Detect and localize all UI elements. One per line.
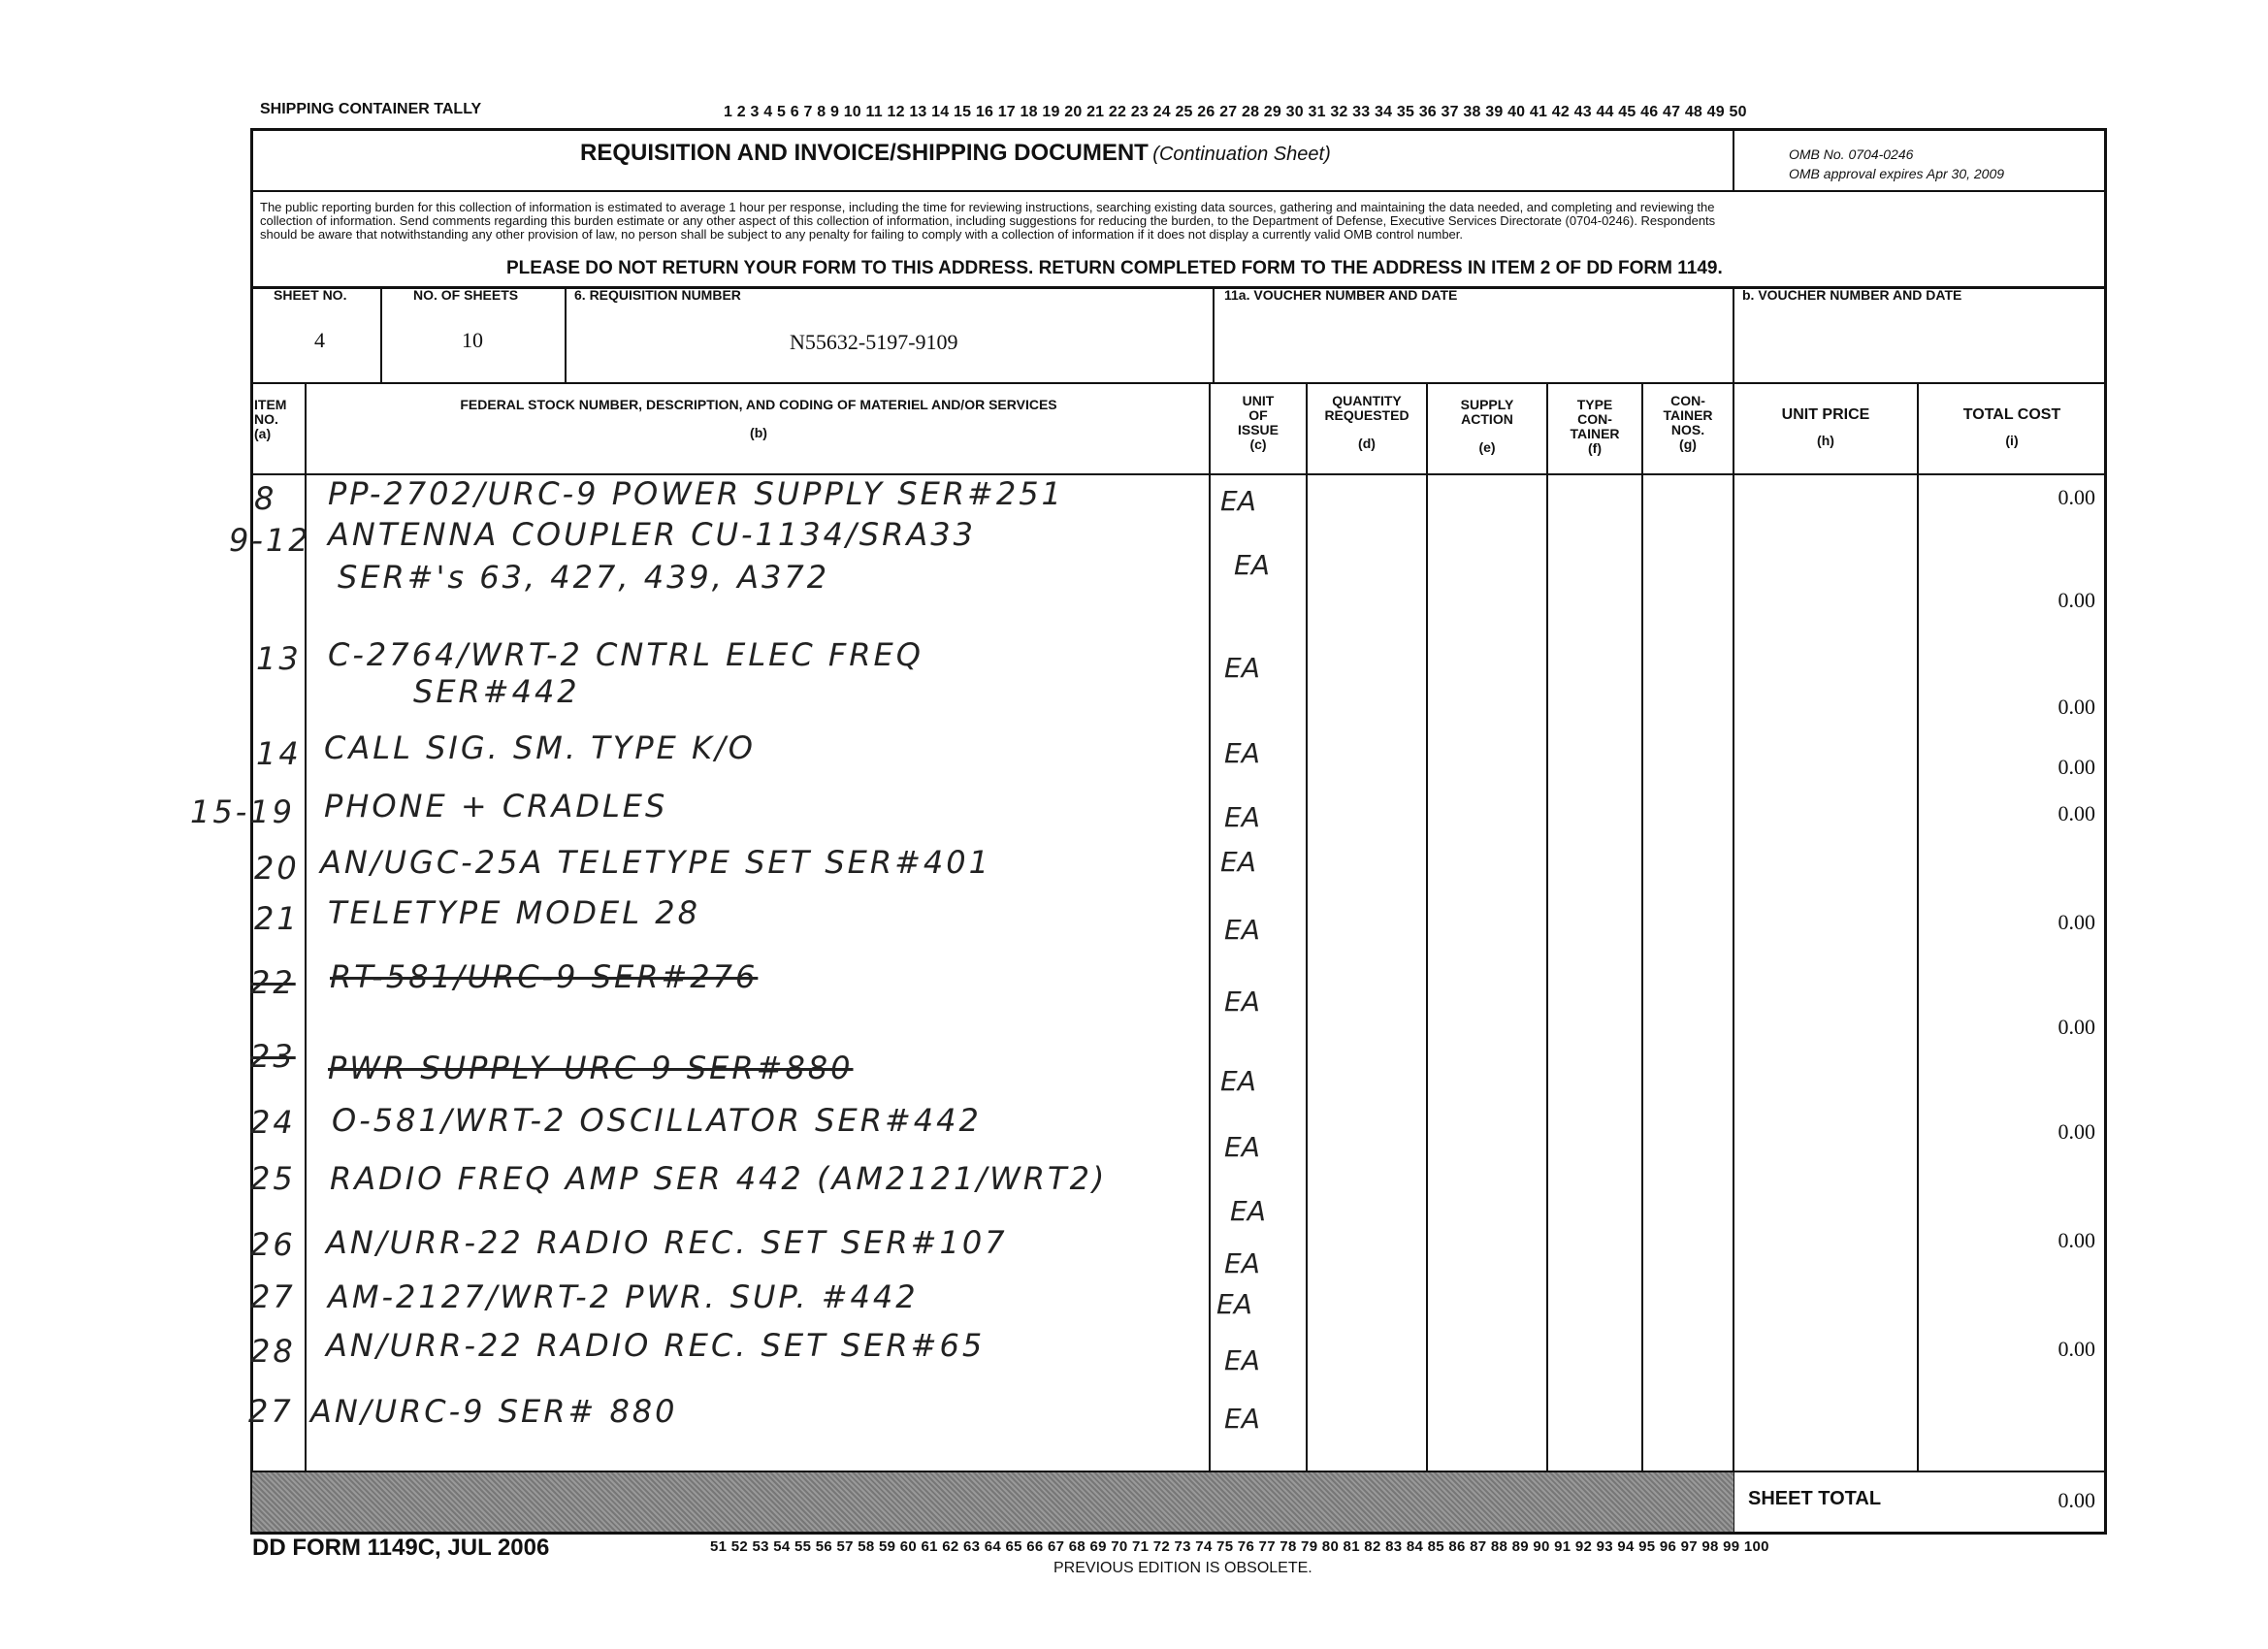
item-unit: EA: [1220, 1065, 1256, 1097]
item-description: O-581/WRT-2 OSCILLATOR SER#442: [332, 1102, 982, 1139]
item-total: 0.00: [2057, 1119, 2095, 1144]
item-no: 24: [250, 1104, 296, 1141]
requisition-number: N55632-5197-9109: [790, 330, 958, 354]
item-no: 20: [254, 850, 300, 887]
item-description: AN/URR-22 RADIO REC. SET SER#65: [326, 1327, 986, 1364]
item-unit: EA: [1216, 1288, 1252, 1320]
item-no: 27: [250, 1278, 296, 1315]
item-unit: EA: [1220, 846, 1256, 878]
tally-numbers-bottom: 51 52 53 54 55 56 57 58 59 60 61 62 63 64 65 66 67 68 69 70 71 72 73 74 75 76 77 78 79 80 81 82 83 84 85 86 87 88 89 90 91 92 93 94 95 96 97 98 99 100: [710, 1538, 1769, 1555]
item-unit: EA: [1224, 986, 1260, 1018]
item-description: TELETYPE MODEL 28: [328, 894, 700, 931]
item-no: 22: [250, 964, 296, 1001]
item-no: 28: [250, 1333, 296, 1370]
item-no: 9-12: [229, 522, 311, 559]
item-description: PHONE + CRADLES: [324, 788, 668, 824]
item-total: 0.00: [2057, 1228, 2095, 1252]
item-description: AM-2127/WRT-2 PWR. SUP. #442: [328, 1278, 919, 1315]
item-description: AN/UGC-25A TELETYPE SET SER#401: [320, 844, 991, 881]
item-total: 0.00: [2057, 588, 2095, 612]
col-supply-action: SUPPLY ACTION (e): [1460, 397, 1514, 455]
sheet-no-label: SHEET NO.: [274, 287, 347, 303]
item-unit: EA: [1224, 1247, 1260, 1279]
item-unit: EA: [1220, 485, 1256, 517]
col-type-container: TYPE CON- TAINER (f): [1570, 397, 1620, 456]
item-no: 8: [254, 480, 277, 517]
sheet-total-value: 0.00: [2057, 1488, 2095, 1512]
col-total-cost: TOTAL COST (i): [1962, 406, 2061, 448]
item-description: RT-581/URC-9 SER#276: [330, 958, 759, 995]
item-description: PWR SUPPLY URC 9 SER#880: [328, 1050, 854, 1086]
form-id: DD FORM 1149C, JUL 2006: [252, 1535, 550, 1561]
item-no: 15-19: [190, 793, 295, 830]
col-quantity: QUANTITY REQUESTED (d): [1324, 393, 1409, 451]
omb-expiry: OMB approval expires Apr 30, 2009: [1789, 166, 2005, 181]
item-no: 23: [250, 1038, 296, 1075]
col-unit-price: UNIT PRICE (h): [1781, 406, 1870, 448]
item-total: 0.00: [2057, 801, 2095, 825]
item-no: 13: [256, 640, 302, 677]
item-no: 21: [254, 900, 300, 937]
num-sheets-value: 10: [462, 328, 483, 352]
item-description: CALL SIG. SM. TYPE K/O: [324, 729, 756, 766]
tally-label: SHIPPING CONTAINER TALLY: [260, 101, 482, 117]
form-title: [580, 140, 1331, 167]
omb-number: OMB No. 0704-0246: [1789, 146, 1914, 162]
item-unit: EA: [1224, 801, 1260, 833]
title-subtitle: (Continuation Sheet): [1152, 144, 1331, 165]
obsolete-note: PREVIOUS EDITION IS OBSOLETE.: [1053, 1560, 1312, 1576]
item-unit: EA: [1224, 1403, 1260, 1435]
item-no: 25: [250, 1160, 296, 1197]
tally-numbers-top: 1 2 3 4 5 6 7 8 9 10 11 12 13 14 15 16 17 18 19 20 21 22 23 24 25 26 27 28 29 30 31 32 33 34 35 36 37 38 39 40 41 42 43 44 45 46 47 48 49 50: [724, 104, 1747, 120]
item-description: AN/URC-9 SER# 880: [310, 1393, 678, 1430]
voucher-a-label: 11a. VOUCHER NUMBER AND DATE: [1224, 287, 1458, 303]
item-no: 26: [250, 1226, 296, 1263]
item-description: C-2764/WRT-2 CNTRL ELEC FREQ: [328, 636, 923, 673]
item-no: 14: [256, 735, 302, 772]
burden-line-3: should be aware that notwithstanding any other provision of law, no person shall be subject to any penalty for failing to comply with a collection of information if it does not display a currently valid OMB control number.: [260, 227, 1464, 242]
item-description: AN/URR-22 RADIO REC. SET SER#107: [326, 1224, 1008, 1261]
item-total: 0.00: [2057, 755, 2095, 779]
item-description: PP-2702/URC-9 POWER SUPPLY SER#251: [328, 475, 1064, 512]
item-total: 0.00: [2057, 1015, 2095, 1039]
requisition-label: 6. REQUISITION NUMBER: [574, 287, 741, 303]
item-no: 27: [248, 1393, 294, 1430]
burden-line-2: collection of information. Send comments regarding this burden estimate or any other aspect of this collection of information, including suggestions for reducing the burden, to the Department of Defense, Executive Services Directorate (0704-0246). Respondents: [260, 213, 1716, 228]
form-frame: [250, 128, 2107, 1535]
burden-line-1: The public reporting burden for this collection of information is estimated to average 1 hour per response, including the time for reviewing instructions, searching existing data sources, gathering and maintaining the data needed, and completing and reviewing the: [260, 200, 1715, 214]
item-unit: EA: [1230, 1195, 1266, 1227]
item-unit: EA: [1224, 737, 1260, 769]
shaded-band: [252, 1472, 1733, 1532]
item-description: ANTENNA COUPLER CU-1134/SRA33: [328, 516, 976, 553]
burden-statement: [260, 201, 2093, 242]
col-description: FEDERAL STOCK NUMBER, DESCRIPTION, AND CODING OF MATERIEL AND/OR SERVICES (b): [460, 397, 1057, 440]
item-unit: EA: [1224, 1131, 1260, 1163]
item-unit: EA: [1234, 549, 1270, 581]
item-description: RADIO FREQ AMP SER 442 (AM2121/WRT2): [330, 1160, 1108, 1197]
num-sheets-label: NO. OF SHEETS: [413, 287, 519, 303]
item-description-line2: SER#'s 63, 427, 439, A372: [338, 559, 830, 596]
item-unit: EA: [1224, 1344, 1260, 1376]
return-notice: PLEASE DO NOT RETURN YOUR FORM TO THIS ADDRESS. RETURN COMPLETED FORM TO THE ADDRESS IN ITEM 2 OF DD FORM 1149.: [506, 258, 1723, 278]
item-unit: EA: [1224, 914, 1260, 946]
col-unit: UNIT OF ISSUE (c): [1237, 393, 1279, 452]
sheet-total-label: SHEET TOTAL: [1748, 1488, 1882, 1509]
item-total: 0.00: [2057, 1337, 2095, 1361]
sheet-no-value: 4: [314, 328, 325, 352]
col-item-no: ITEM NO. (a): [254, 397, 287, 441]
item-description-line2: SER#442: [413, 673, 580, 710]
item-total: 0.00: [2057, 695, 2095, 719]
item-total: 0.00: [2057, 485, 2095, 509]
title-main: REQUISITION AND INVOICE/SHIPPING DOCUMENT: [580, 140, 1149, 166]
voucher-b-label: b. VOUCHER NUMBER AND DATE: [1742, 287, 1962, 303]
item-unit: EA: [1224, 652, 1260, 684]
item-total: 0.00: [2057, 910, 2095, 934]
col-container-nos: CON- TAINER NOS. (g): [1663, 393, 1713, 452]
